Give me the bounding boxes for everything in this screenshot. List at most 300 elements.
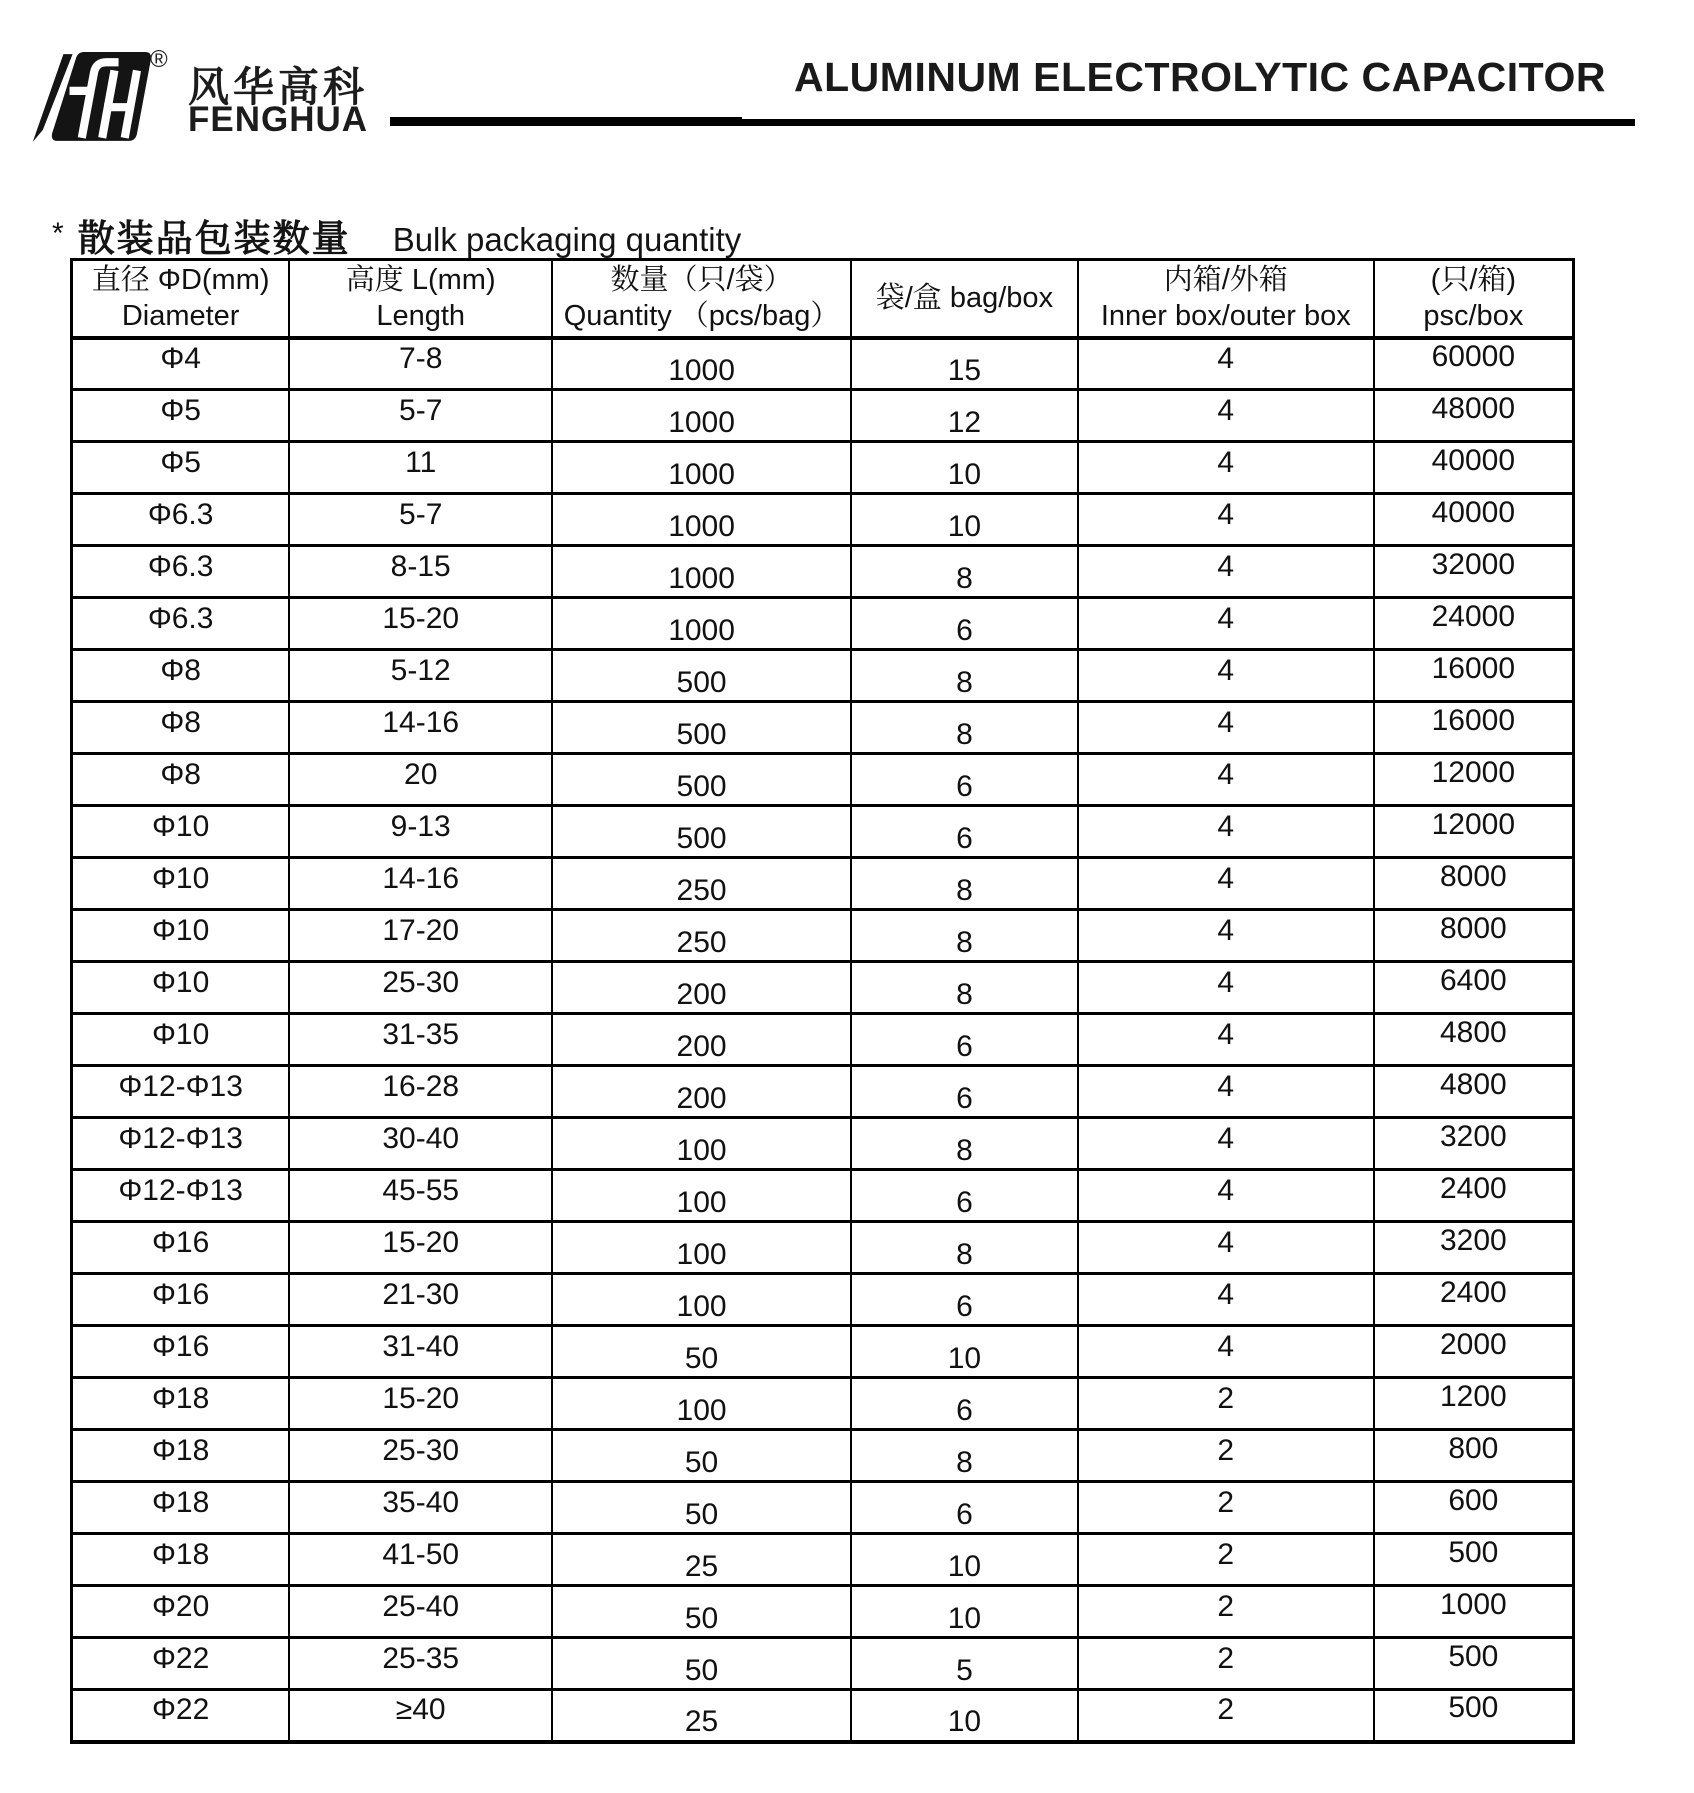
cell-value: 10	[947, 1549, 982, 1583]
cell-value: 8	[956, 925, 973, 959]
table-cell	[1374, 1326, 1574, 1378]
table-row	[72, 1638, 1574, 1690]
cell-value: 4	[1217, 913, 1235, 947]
cell-value: 6	[956, 769, 973, 803]
cell-value: 25-30	[382, 965, 460, 999]
cell-value: 100	[676, 1133, 727, 1167]
cell-value: 25-30	[382, 1433, 460, 1467]
table-cell	[72, 338, 290, 390]
table-row	[72, 650, 1574, 702]
cell-value: 8000	[1439, 859, 1507, 893]
table-row	[72, 1586, 1574, 1638]
table-row	[72, 1326, 1574, 1378]
table-cell	[552, 858, 851, 910]
table-cell	[289, 390, 552, 442]
table-row	[72, 1170, 1574, 1222]
table-cell	[289, 650, 552, 702]
table-cell	[1078, 962, 1374, 1014]
section-heading	[52, 208, 741, 262]
table-cell	[72, 1274, 290, 1326]
table-row	[72, 806, 1574, 858]
table-cell	[1078, 1430, 1374, 1482]
table-cell	[1374, 1534, 1574, 1586]
table-cell	[289, 962, 552, 1014]
table-cell	[851, 702, 1078, 754]
cell-value: 10	[947, 509, 982, 543]
table-cell	[72, 1534, 290, 1586]
cell-value: 8	[956, 1237, 973, 1271]
table-row	[72, 494, 1574, 546]
table-cell	[552, 1430, 851, 1482]
table-cell	[1078, 1482, 1374, 1534]
table-cell	[72, 1066, 290, 1118]
cell-value: 600	[1448, 1483, 1499, 1517]
table-row	[72, 390, 1574, 442]
col-header-zh: 数量（只/袋）	[610, 264, 793, 296]
table-cell	[289, 1274, 552, 1326]
table-cell	[72, 806, 290, 858]
table-cell	[1374, 650, 1574, 702]
table-cell	[72, 650, 290, 702]
table-cell	[289, 1482, 552, 1534]
table-cell	[552, 442, 851, 494]
col-header-en: Inner box/outer box	[1100, 300, 1351, 333]
cell-value: 6	[956, 1029, 973, 1063]
col-header-zh: (只/箱)	[1430, 264, 1517, 296]
cell-value: 2	[1217, 1537, 1235, 1571]
cell-value: Φ20	[151, 1589, 210, 1623]
table-cell	[72, 390, 290, 442]
table-cell	[1374, 1222, 1574, 1274]
col-header-zh: 高度 L(mm)	[345, 264, 496, 296]
col-header-en: Quantity （pcs/bag）	[563, 300, 840, 333]
table-cell	[289, 806, 552, 858]
table-row	[72, 702, 1574, 754]
cell-value: 2	[1217, 1641, 1235, 1675]
table-cell	[72, 1326, 290, 1378]
table-cell	[552, 1482, 851, 1534]
table-cell	[851, 962, 1078, 1014]
cell-value: 25-40	[382, 1589, 460, 1623]
table-cell	[72, 1638, 290, 1690]
table-cell	[1078, 1638, 1374, 1690]
cell-value: Φ22	[151, 1641, 210, 1675]
cell-value: 20	[404, 757, 438, 791]
cell-value: 4	[1217, 393, 1235, 427]
table-cell	[851, 1014, 1078, 1066]
cell-value: 8	[956, 873, 973, 907]
cell-value: Φ8	[160, 653, 201, 687]
table-cell	[552, 1690, 851, 1742]
cell-value: 4	[1217, 1225, 1235, 1259]
table-cell	[289, 1170, 552, 1222]
table-cell	[1374, 546, 1574, 598]
table-cell	[1078, 1014, 1374, 1066]
table-cell	[851, 650, 1078, 702]
table-row	[72, 1534, 1574, 1586]
table-cell	[72, 1118, 290, 1170]
table-cell	[851, 390, 1078, 442]
table-cell	[289, 1430, 552, 1482]
cell-value: 500	[676, 665, 727, 699]
table-cell	[851, 754, 1078, 806]
table-cell	[1374, 1274, 1574, 1326]
cell-value: 4	[1217, 861, 1235, 895]
footnote-marker: *	[52, 217, 64, 250]
table-cell	[552, 1118, 851, 1170]
cell-value: 14-16	[382, 861, 460, 895]
bulk-packaging-table	[70, 258, 1575, 1744]
cell-value: 25-35	[382, 1641, 460, 1675]
table-row	[72, 598, 1574, 650]
cell-value: 6	[956, 1081, 973, 1115]
table-cell	[289, 1690, 552, 1742]
table-cell	[72, 442, 290, 494]
table-cell	[1078, 1274, 1374, 1326]
cell-value: 31-35	[382, 1017, 460, 1051]
table-cell	[552, 1326, 851, 1378]
table-row	[72, 858, 1574, 910]
cell-value: 4	[1217, 653, 1235, 687]
table-cell	[851, 1638, 1078, 1690]
table-cell	[72, 910, 290, 962]
cell-value: 1000	[668, 353, 735, 387]
table-cell	[1078, 494, 1374, 546]
cell-value: 4	[1217, 341, 1235, 375]
table-cell	[552, 1534, 851, 1586]
table-cell	[851, 910, 1078, 962]
table-row	[72, 754, 1574, 806]
table-cell	[289, 1378, 552, 1430]
cell-value: 500	[676, 821, 727, 855]
table-cell	[1374, 1430, 1574, 1482]
cell-value: 5-7	[399, 393, 443, 427]
table-cell	[851, 442, 1078, 494]
cell-value: 14-16	[382, 705, 460, 739]
table-cell	[1374, 1690, 1574, 1742]
table-cell	[1078, 442, 1374, 494]
cell-value: Φ22	[151, 1693, 210, 1727]
table-cell	[552, 910, 851, 962]
table-cell	[851, 1378, 1078, 1430]
cell-value: 6	[956, 821, 973, 855]
table-cell	[72, 858, 290, 910]
table-cell	[1078, 650, 1374, 702]
section-title-en: Bulk packaging quantity	[392, 221, 742, 258]
cell-value: 6	[956, 613, 973, 647]
cell-value: Φ4	[160, 341, 201, 375]
cell-value: 2	[1217, 1693, 1235, 1727]
cell-value: Φ18	[151, 1537, 210, 1571]
table-cell	[552, 702, 851, 754]
table-cell	[289, 858, 552, 910]
cell-value: 16000	[1431, 651, 1516, 685]
table-row	[72, 1118, 1574, 1170]
cell-value: 12000	[1431, 755, 1516, 789]
cell-value: 10	[947, 1705, 982, 1739]
table-cell	[72, 1482, 290, 1534]
table-cell	[1078, 546, 1374, 598]
col-header-pcs-box	[1374, 260, 1574, 338]
cell-value: 1000	[1439, 1587, 1507, 1621]
header-rule	[740, 119, 1635, 126]
cell-value: 4	[1217, 965, 1235, 999]
table-cell	[72, 1690, 290, 1742]
cell-value: 100	[676, 1237, 727, 1271]
table-row	[72, 1378, 1574, 1430]
table-cell	[289, 1118, 552, 1170]
cell-value: 8000	[1439, 911, 1507, 945]
cell-value: 30-40	[382, 1121, 460, 1155]
cell-value: 500	[1448, 1535, 1499, 1569]
cell-value: Φ12-Φ13	[118, 1069, 243, 1103]
cell-value: Φ18	[151, 1485, 210, 1519]
cell-value: 4	[1217, 705, 1235, 739]
cell-value: Φ10	[151, 913, 210, 947]
table-row	[72, 1690, 1574, 1742]
table-row	[72, 1430, 1574, 1482]
cell-value: 6	[956, 1289, 973, 1323]
cell-value: 1000	[668, 613, 735, 647]
table-cell	[851, 1690, 1078, 1742]
cell-value: 100	[676, 1393, 727, 1427]
cell-value: 11	[405, 445, 437, 479]
cell-value: 4	[1217, 1329, 1235, 1363]
cell-value: 5-12	[390, 653, 451, 687]
cell-value: 4	[1217, 757, 1235, 791]
cell-value: Φ16	[151, 1277, 210, 1311]
table-row	[72, 962, 1574, 1014]
cell-value: 200	[676, 1029, 727, 1063]
table-cell	[1078, 702, 1374, 754]
table-cell	[851, 1482, 1078, 1534]
col-header-inner-outer-box	[1078, 260, 1374, 338]
table-cell	[1374, 858, 1574, 910]
cell-value: 60000	[1431, 339, 1516, 373]
cell-value: 2	[1217, 1485, 1235, 1519]
section-title-zh: 散装品包装数量	[77, 218, 351, 259]
table-cell	[1078, 1118, 1374, 1170]
cell-value: 1000	[668, 405, 735, 439]
table-cell	[851, 1066, 1078, 1118]
cell-value: 8	[956, 977, 973, 1011]
cell-value: 200	[676, 977, 727, 1011]
table-cell	[851, 494, 1078, 546]
cell-value: Φ18	[151, 1381, 210, 1415]
cell-value: 4800	[1439, 1015, 1507, 1049]
cell-value: 200	[676, 1081, 727, 1115]
cell-value: 5-7	[399, 497, 443, 531]
cell-value: 8	[956, 1133, 973, 1167]
cell-value: 10	[947, 1341, 982, 1375]
cell-value: Φ5	[160, 393, 201, 427]
cell-value: 4	[1217, 809, 1235, 843]
cell-value: 45-55	[382, 1173, 460, 1207]
table-cell	[1078, 1326, 1374, 1378]
cell-value: 3200	[1439, 1223, 1507, 1257]
cell-value: 40000	[1431, 495, 1516, 529]
col-header-bag-box	[851, 260, 1078, 338]
cell-value: 6	[956, 1185, 973, 1219]
cell-value: 4	[1217, 1173, 1235, 1207]
table-cell	[1374, 1118, 1574, 1170]
table-cell	[851, 1118, 1078, 1170]
cell-value: Φ8	[160, 757, 201, 791]
table-cell	[289, 1014, 552, 1066]
cell-value: 1000	[668, 457, 735, 491]
cell-value: 250	[676, 925, 727, 959]
table-cell	[1078, 754, 1374, 806]
cell-value: 35-40	[382, 1485, 460, 1519]
table-cell	[289, 702, 552, 754]
table-cell	[552, 962, 851, 1014]
table-cell	[72, 494, 290, 546]
cell-value: 48000	[1431, 391, 1516, 425]
table-row	[72, 442, 1574, 494]
cell-value: 500	[676, 769, 727, 803]
cell-value: 100	[676, 1289, 727, 1323]
cell-value: 3200	[1439, 1119, 1507, 1153]
table-cell	[1078, 390, 1374, 442]
cell-value: 4	[1217, 549, 1235, 583]
cell-value: 2	[1217, 1433, 1235, 1467]
table-cell	[552, 1170, 851, 1222]
cell-value: 2	[1217, 1589, 1235, 1623]
cell-value: 2	[1217, 1381, 1235, 1415]
table-cell	[72, 1586, 290, 1638]
cell-value: 8-15	[390, 549, 451, 583]
col-header-en: psc/box	[1423, 300, 1524, 333]
table-row	[72, 338, 1574, 390]
table-cell	[289, 754, 552, 806]
table-cell	[1374, 1170, 1574, 1222]
table-cell	[72, 546, 290, 598]
cell-value: 15-20	[382, 601, 460, 635]
table-cell	[851, 546, 1078, 598]
cell-value: Φ12-Φ13	[118, 1173, 243, 1207]
table-cell	[1078, 1170, 1374, 1222]
cell-value: 25	[684, 1705, 719, 1739]
cell-value: 100	[676, 1185, 727, 1219]
cell-value: 800	[1448, 1431, 1499, 1465]
cell-value: 10	[947, 1601, 982, 1635]
table-cell	[552, 1586, 851, 1638]
table-cell	[851, 1586, 1078, 1638]
table-cell	[851, 1222, 1078, 1274]
table-cell	[552, 1378, 851, 1430]
cell-value: Φ6.3	[147, 497, 214, 531]
cell-value: 41-50	[382, 1537, 460, 1571]
cell-value: 4	[1217, 1277, 1235, 1311]
table-cell	[552, 754, 851, 806]
cell-value: Φ16	[151, 1329, 210, 1363]
table-cell	[72, 1430, 290, 1482]
table-row	[72, 1482, 1574, 1534]
cell-value: Φ10	[151, 809, 210, 843]
col-header-diameter	[72, 260, 290, 338]
cell-value: 50	[684, 1445, 719, 1479]
table-cell	[851, 1274, 1078, 1326]
cell-value: 4	[1217, 445, 1235, 479]
cell-value: 21-30	[382, 1277, 460, 1311]
cell-value: 4	[1217, 497, 1235, 531]
cell-value: 8	[956, 717, 973, 751]
cell-value: 12	[947, 405, 982, 439]
table-cell	[1078, 338, 1374, 390]
cell-value: 50	[684, 1653, 719, 1687]
cell-value: 15-20	[382, 1381, 460, 1415]
cell-value: 16000	[1431, 703, 1516, 737]
table-cell	[1374, 442, 1574, 494]
cell-value: 12000	[1431, 807, 1516, 841]
table-row	[72, 1066, 1574, 1118]
cell-value: 4	[1217, 1121, 1235, 1155]
table-cell	[851, 1170, 1078, 1222]
cell-value: 8	[956, 665, 973, 699]
table-row	[72, 1014, 1574, 1066]
table-cell	[1374, 1014, 1574, 1066]
cell-value: Φ10	[151, 1017, 210, 1051]
table-cell	[1078, 806, 1374, 858]
cell-value: 50	[684, 1601, 719, 1635]
cell-value: 250	[676, 873, 727, 907]
fenghua-logo-english: FENGHUA	[188, 100, 369, 139]
cell-value: Φ16	[151, 1225, 210, 1259]
table-cell	[1078, 598, 1374, 650]
table-cell	[1078, 1690, 1374, 1742]
table-cell	[552, 1638, 851, 1690]
table-cell	[552, 650, 851, 702]
cell-value: 4	[1217, 1017, 1235, 1051]
cell-value: 2400	[1439, 1171, 1507, 1205]
registered-trademark-icon: ®	[150, 46, 168, 73]
table-header-row	[72, 260, 1574, 338]
cell-value: 24000	[1431, 599, 1516, 633]
cell-value: 4	[1217, 601, 1235, 635]
table-cell	[72, 1170, 290, 1222]
table-cell	[552, 1066, 851, 1118]
page-title: ALUMINUM ELECTROLYTIC CAPACITOR	[794, 54, 1606, 100]
table-cell	[851, 338, 1078, 390]
table-cell	[851, 1326, 1078, 1378]
table-cell	[552, 494, 851, 546]
cell-value: 6	[956, 1393, 973, 1427]
cell-value: 15-20	[382, 1225, 460, 1259]
table-cell	[72, 598, 290, 650]
cell-value: Φ6.3	[147, 549, 214, 583]
cell-value: 31-40	[382, 1329, 460, 1363]
cell-value: 50	[684, 1497, 719, 1531]
cell-value: 4800	[1439, 1067, 1507, 1101]
cell-value: 1000	[668, 509, 735, 543]
table-cell	[851, 858, 1078, 910]
cell-value: 8	[956, 1445, 973, 1479]
table-cell	[289, 338, 552, 390]
cell-value: 6	[956, 1497, 973, 1531]
table-cell	[1374, 390, 1574, 442]
table-cell	[289, 1326, 552, 1378]
col-header-quantity	[552, 260, 851, 338]
table-cell	[1078, 858, 1374, 910]
table-cell	[851, 1534, 1078, 1586]
cell-value: 32000	[1431, 547, 1516, 581]
table-cell	[1374, 910, 1574, 962]
cell-value: 9-13	[390, 809, 451, 843]
cell-value: 15	[947, 353, 982, 387]
table-cell	[289, 1638, 552, 1690]
table-cell	[552, 1222, 851, 1274]
cell-value: 500	[1448, 1691, 1499, 1725]
